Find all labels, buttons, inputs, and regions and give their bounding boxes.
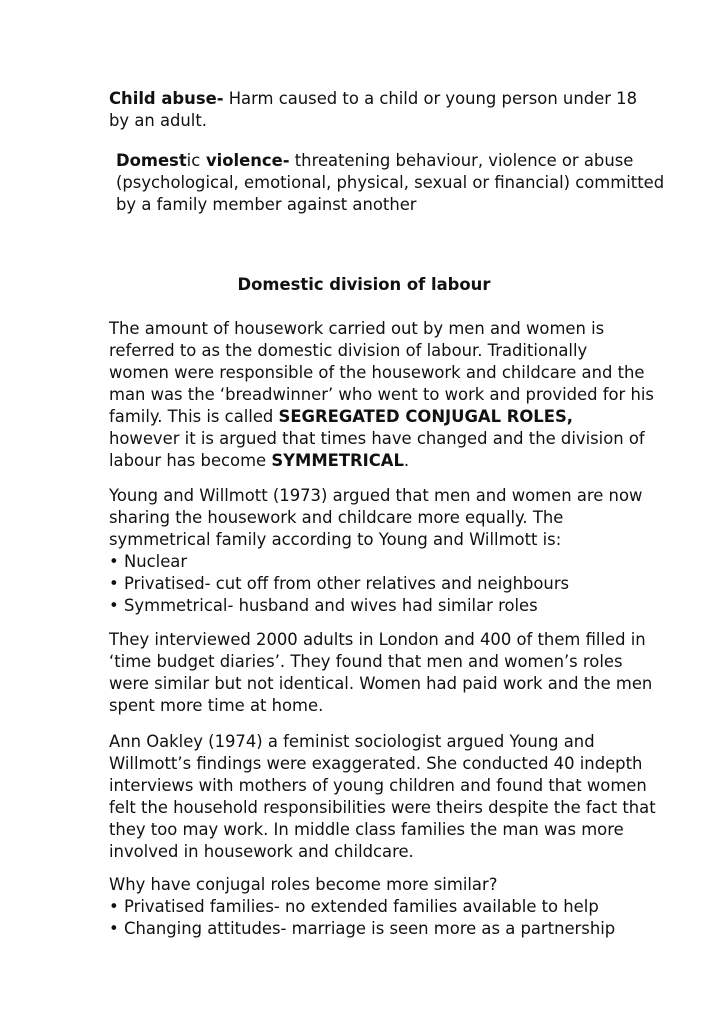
paragraph-interviews: [109, 629, 652, 717]
list-item: [109, 551, 642, 573]
bullet-icon: •: [109, 596, 119, 615]
definition-text: threatening behaviour, violence or abuse: [289, 151, 634, 170]
paragraph-line: Willmott’s findings were exaggerated. She conducted 40 indepth: [109, 754, 643, 773]
list-item-text: Nuclear: [124, 552, 188, 571]
paragraph-line: sharing the housework and childcare more equally. The: [109, 508, 564, 527]
bullet-icon: •: [109, 897, 119, 916]
bullet-icon: •: [109, 552, 119, 571]
paragraph-division-of-labour: [109, 318, 654, 472]
paragraph-line: were similar but not identical. Women had paid work and the men: [109, 674, 653, 693]
paragraph-line: symmetrical family according to Young and Willmott is:: [109, 530, 562, 549]
list-item: [109, 896, 615, 918]
paragraph-oakley: [109, 731, 656, 863]
list-item: [109, 573, 642, 595]
paragraph-line: women were responsible of the housework and childcare and the: [109, 363, 645, 382]
definition-line: (psychological, emotional, physical, sexual or financial) committed: [116, 173, 665, 192]
paragraph-text: .: [403, 451, 410, 470]
definition-line: [116, 150, 664, 172]
paragraph-line: referred to as the domestic division of labour. Traditionally: [109, 341, 588, 360]
definition-term: Child abuse-: [109, 89, 224, 108]
bullet-icon: •: [109, 574, 119, 593]
paragraph-why-similar: [109, 874, 615, 940]
paragraph-line: spent more time at home.: [109, 696, 324, 715]
definition-line: by a family member against another: [116, 195, 417, 214]
list-item-text: Changing attitudes- marriage is seen more as a partnership: [124, 919, 616, 938]
definition-line: by an adult.: [109, 111, 207, 130]
paragraph-line: The amount of housework carried out by men and women is: [109, 319, 605, 338]
paragraph-line: felt the household responsibilities were theirs despite the fact that: [109, 798, 656, 817]
section-heading: [0, 274, 728, 296]
paragraph-young-willmott: [109, 485, 642, 617]
list-item: [109, 918, 615, 940]
paragraph-text: family. This is called: [109, 407, 279, 426]
paragraph-line: Why have conjugal roles become more similar?: [109, 875, 498, 894]
key-term: SEGREGATED CONJUGAL ROLES,: [278, 407, 573, 426]
definition-line: [109, 88, 637, 110]
key-term: SYMMETRICAL: [271, 451, 404, 470]
definition-child-abuse: [109, 88, 637, 132]
definition-term-part: violence-: [200, 151, 290, 170]
definition-domestic-violence: [116, 150, 664, 216]
list-item: [109, 595, 642, 617]
definition-text: Harm caused to a child or young person under 18: [223, 89, 638, 108]
list-item-text: Privatised families- no extended families available to help: [124, 897, 599, 916]
paragraph-text: labour has become: [109, 451, 272, 470]
paragraph-line: ‘time budget diaries’. They found that men and women’s roles: [109, 652, 623, 671]
bullet-icon: •: [109, 919, 119, 938]
definition-term-part: Domest: [116, 151, 187, 170]
list-item-text: Privatised- cut off from other relatives and neighbours: [124, 574, 570, 593]
paragraph-line: Ann Oakley (1974) a feminist sociologist argued Young and: [109, 732, 595, 751]
paragraph-line: they too may work. In middle class families the man was more: [109, 820, 624, 839]
paragraph-line: [109, 406, 654, 428]
list-item-text: Symmetrical- husband and wives had similar roles: [124, 596, 538, 615]
definition-term-part: ic: [186, 151, 201, 170]
paragraph-line: however it is argued that times have changed and the division of: [109, 429, 645, 448]
paragraph-line: Young and Willmott (1973) argued that men and women are now: [109, 486, 643, 505]
paragraph-line: They interviewed 2000 adults in London and 400 of them filled in: [109, 630, 646, 649]
paragraph-line: man was the ‘breadwinner’ who went to work and provided for his: [109, 385, 654, 404]
paragraph-line: interviews with mothers of young children and found that women: [109, 776, 647, 795]
paragraph-line: [109, 450, 654, 472]
section-heading-text: Domestic division of labour: [237, 275, 491, 294]
paragraph-line: involved in housework and childcare.: [109, 842, 414, 861]
